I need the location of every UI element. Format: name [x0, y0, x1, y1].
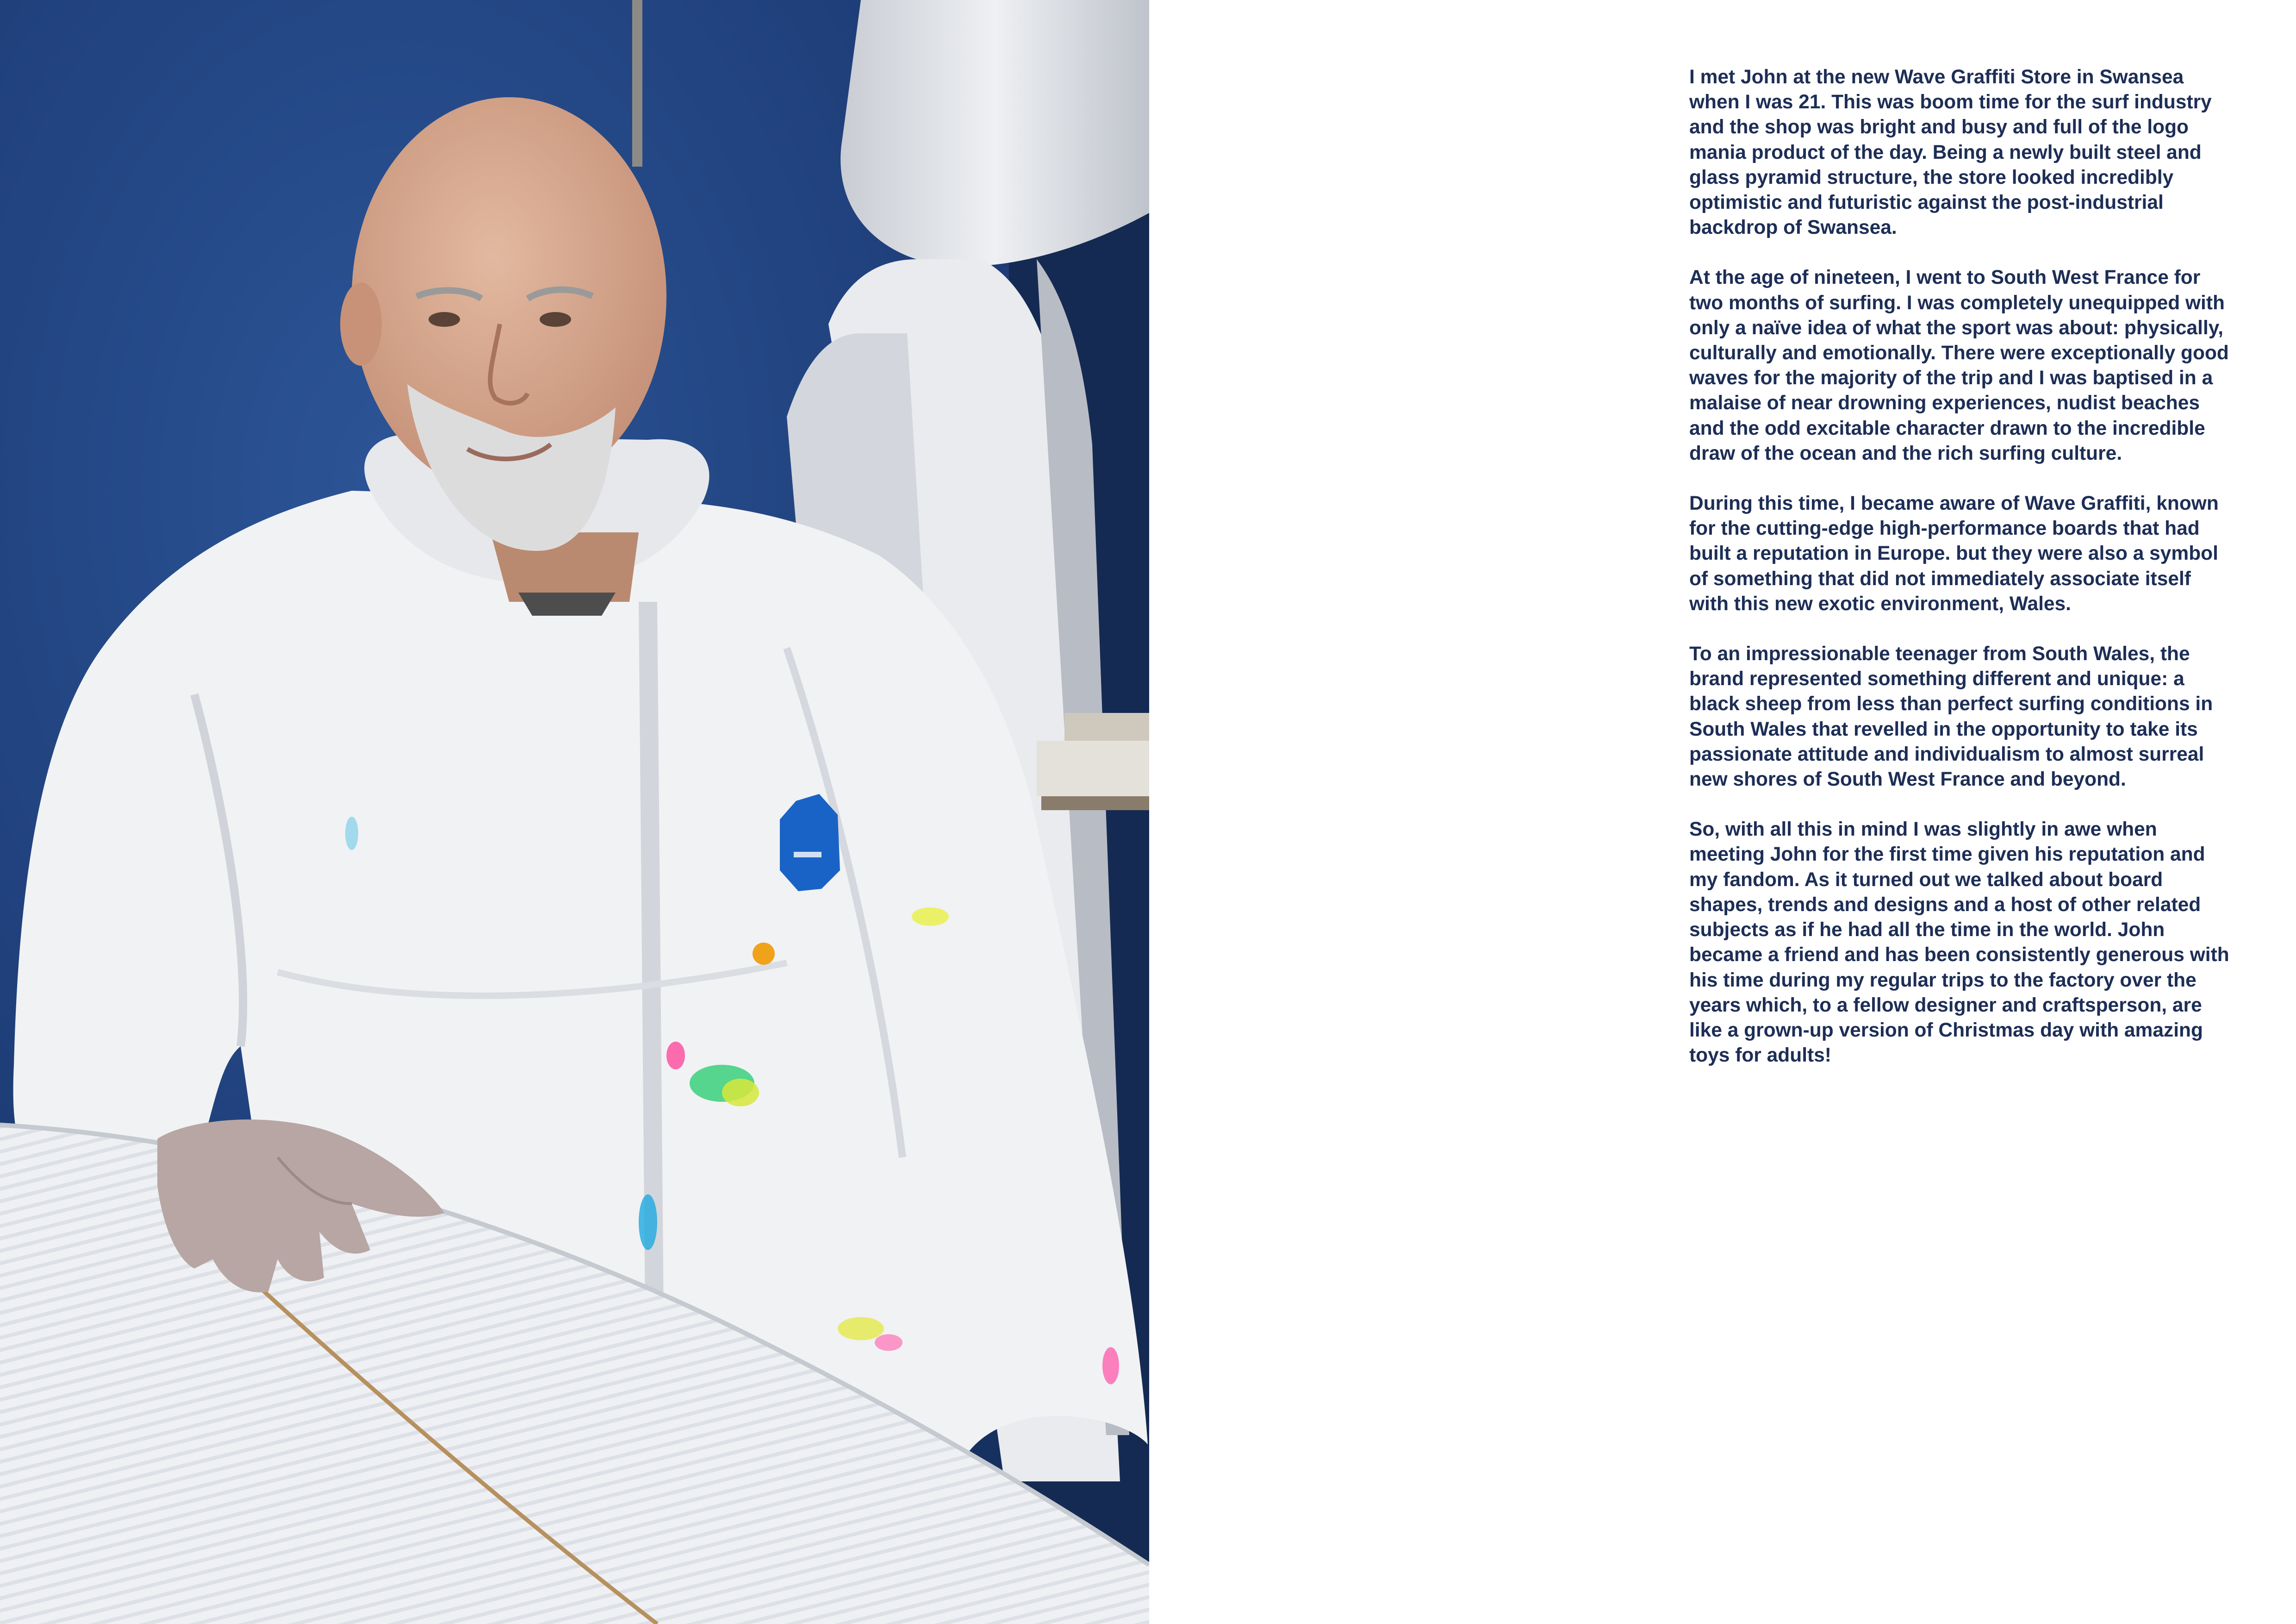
paragraph-1: I met John at the new Wave Graffiti Store in Swansea when I was 21. This was boom time for the surf industry and the shop was bright and busy and full of the logo mania product of the day. Being a newly built steel and glass pyramid structure, the store looked incredibly optimistic and futuristic against the post-industrial backdrop of Swansea.: [1689, 66, 2212, 239]
paragraph-3: During this time, I became aware of Wave Graffiti, known for the cutting-edge high-performance boards that had built a reputation in Europe. but they were also a symbol of something that did not immediately associate itself with this new exotic environment, Wales.: [1689, 493, 2219, 615]
paragraph-5: So, with all this in mind I was slightly in awe when meeting John for the first time given his reputation and my fandom. As it turned out we talked about board shapes, trends and designs and a host of other related subjects as if he had all the time in the world. John became a friend and has been consistently generous with his time during my regular trips to the factory over the years which, to a fellow designer and craftsperson, are like a grown-up version of Christmas day with amazing toys for adults!: [1689, 818, 2229, 1067]
article-text: [1689, 65, 2231, 1068]
paragraph-4: To an impressionable teenager from South Wales, the brand represented something different and unique: a black sheep from less than perfect surfing conditions in South Wales that revelled in the opportunity to take its passionate attitude and individualism to almost surreal new shores of South West France and beyond.: [1689, 643, 2213, 791]
paragraph-2: At the age of nineteen, I went to South West France for two months of surfing. I was completely unequipped with only a naïve idea of what the sport was about: physically, culturally and emotionally. There were exceptionally good waves for the majority of the trip and I was baptised in a malaise of near drowning experiences, nudist beaches and the odd excitable character drawn to the incredible draw of the ocean and the rich surfing culture.: [1689, 267, 2229, 464]
